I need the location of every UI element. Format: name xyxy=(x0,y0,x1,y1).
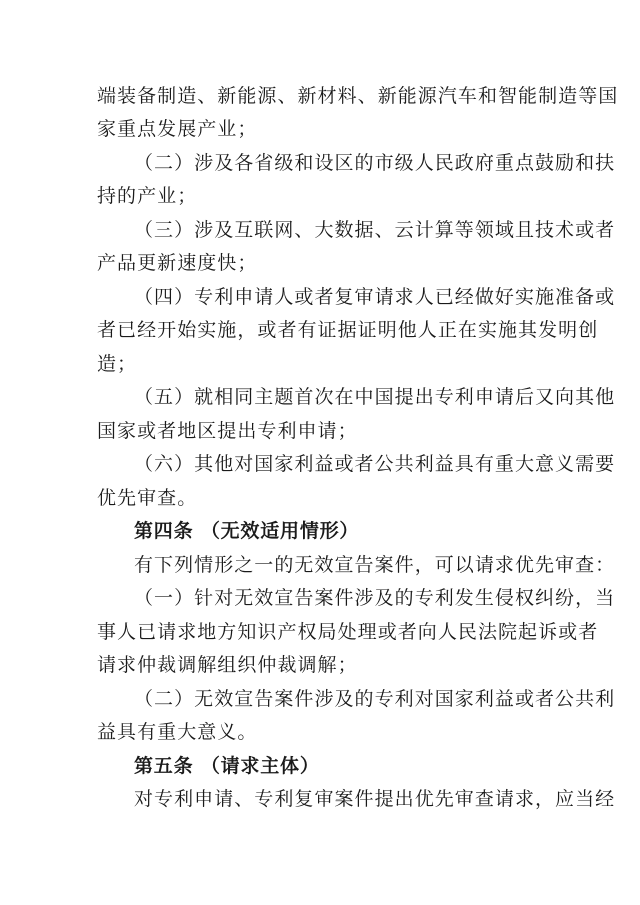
paragraph-line: （三）涉及互联网、大数据、云计算等领域且技术或者 xyxy=(134,219,616,241)
paragraph-line: （二）涉及各省级和设区的市级人民政府重点鼓励和扶 xyxy=(134,152,616,174)
paragraph-line: 国家或者地区提出专利申请； xyxy=(97,420,358,442)
article-heading: 第五条 （请求主体） xyxy=(134,755,320,777)
paragraph-line: 请求仲裁调解组织仲裁调解； xyxy=(97,654,358,676)
paragraph-line: 家重点发展产业； xyxy=(97,118,258,140)
paragraph-line: 有下列情形之一的无效宣告案件，可以请求优先审查： xyxy=(134,554,616,576)
paragraph-line: （一）针对无效宣告案件涉及的专利发生侵权纠纷，当 xyxy=(134,587,616,609)
paragraph-line: （六）其他对国家利益或者公共利益具有重大意义需要 xyxy=(134,453,616,475)
article-heading: 第四条 （无效适用情形） xyxy=(134,520,360,542)
paragraph-line: 端装备制造、新能源、新材料、新能源汽车和智能制造等国 xyxy=(97,85,619,107)
paragraph-line: 对专利申请、专利复审案件提出优先审查请求，应当经 xyxy=(134,788,616,810)
paragraph-line: （四）专利申请人或者复审请求人已经做好实施准备或 xyxy=(134,286,616,308)
paragraph-line: 者已经开始实施，或者有证据证明他人正在实施其发明创 xyxy=(97,319,599,341)
paragraph-line: 优先审查。 xyxy=(97,487,198,509)
paragraph-line: （二）无效宣告案件涉及的专利对国家利益或者公共利 xyxy=(134,688,616,710)
paragraph-line: 造； xyxy=(97,353,138,375)
paragraph-line: 益具有重大意义。 xyxy=(97,721,258,743)
paragraph-line: 产品更新速度快； xyxy=(97,252,258,274)
paragraph-line: （五）就相同主题首次在中国提出专利申请后又向其他 xyxy=(134,386,616,408)
paragraph-line: 事人已请求地方知识产权局处理或者向人民法院起诉或者 xyxy=(97,621,599,643)
paragraph-line: 持的产业； xyxy=(97,185,198,207)
